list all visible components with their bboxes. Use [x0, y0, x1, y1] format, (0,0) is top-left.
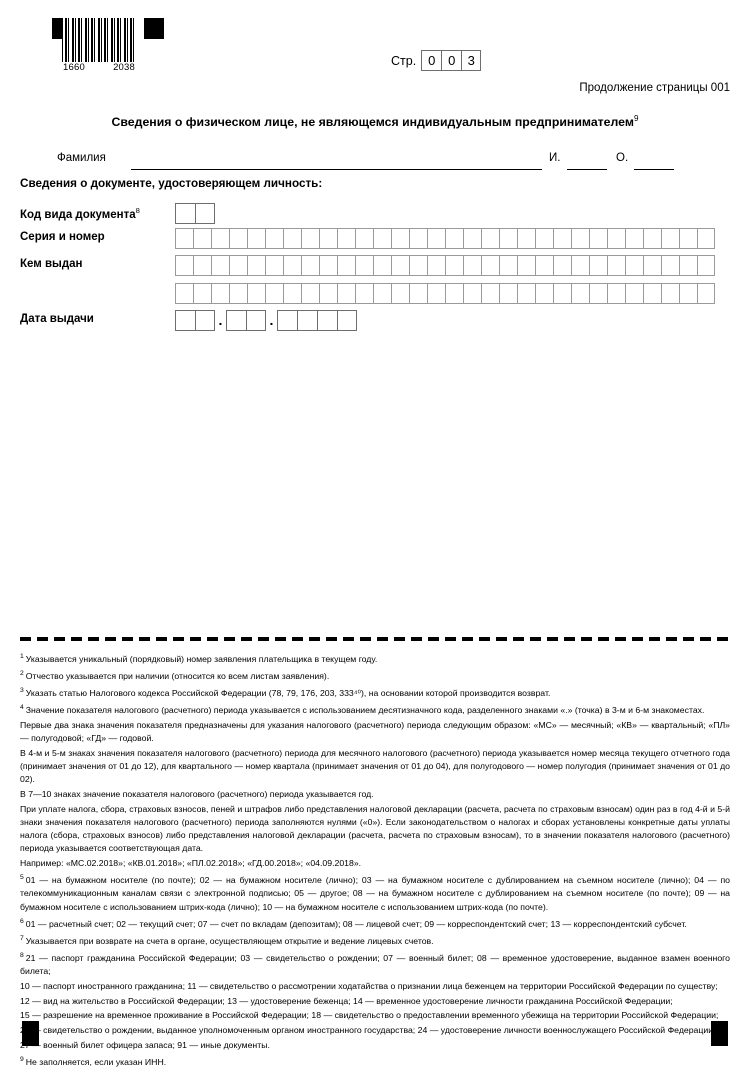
series-and-number-cell[interactable] [427, 228, 445, 249]
issued-by-cell[interactable] [445, 283, 463, 304]
footnote [20, 686, 730, 700]
issued-by-cell[interactable] [409, 255, 427, 276]
series-and-number-input[interactable] [175, 228, 715, 249]
issued-by-cell[interactable] [229, 283, 247, 304]
issued-by-cell[interactable] [337, 283, 355, 304]
series-and-number-cell[interactable] [355, 228, 373, 249]
document-type-code-input[interactable] [175, 203, 215, 224]
patronymic-initial-label: О. [616, 152, 629, 164]
issued-by-label: Кем выдан [20, 258, 83, 270]
series-and-number-cell[interactable] [319, 228, 337, 249]
issued-by-cell[interactable] [643, 255, 661, 276]
issued-by-cell[interactable] [571, 283, 589, 304]
issued-by-cell[interactable] [247, 255, 265, 276]
footnote-text: В 4-м и 5-м знаках значения показателя налогового (расчетного) периода для месячного налогового (расчетного) периода указывается номер месяца текущего отчетного года (принимает значения от 01 до 12), для квартального — номер квартала (принимает значения от 01 до 04), для полугодового — номер полугодия (принимает значения от 01 до 02). [20, 747, 730, 785]
footnote [20, 857, 730, 870]
issued-by-cell[interactable] [589, 283, 607, 304]
page-digit-cell[interactable]: 3 [461, 50, 481, 71]
page-title [0, 114, 750, 129]
series-and-number-cell[interactable] [625, 228, 643, 249]
series-and-number-cell[interactable] [643, 228, 661, 249]
series-and-number-cell[interactable] [589, 228, 607, 249]
issue-date-day-cells[interactable] [175, 310, 215, 331]
issued-by-cell[interactable] [463, 255, 481, 276]
footnote-marker: 4 [20, 704, 24, 712]
issued-by-cell[interactable] [355, 255, 373, 276]
series-and-number-cell[interactable] [463, 228, 481, 249]
footnote [20, 788, 730, 801]
footnote-text: Указывается при возврате на счета в органе, осуществляющем открытие и ведение лицевых счетов. [25, 935, 434, 946]
issued-by-cell[interactable] [175, 283, 193, 304]
issued-by-cell[interactable] [499, 255, 517, 276]
issue-date-label: Дата выдачи [20, 313, 94, 325]
issued-by-cell[interactable] [283, 283, 301, 304]
continuation-note: Продолжение страницы 001 [579, 82, 730, 94]
page-title-footnote-marker: 9 [633, 114, 639, 123]
issued-by-cell[interactable] [463, 283, 481, 304]
series-and-number-cell[interactable] [535, 228, 553, 249]
series-and-number-cell[interactable] [679, 228, 697, 249]
issued-by-cell[interactable] [373, 255, 391, 276]
footnote [20, 980, 730, 993]
page-number-field [391, 50, 481, 71]
issued-by-cell[interactable] [625, 283, 643, 304]
barcode-digits-left: 1660 [63, 62, 85, 73]
page-number-cells[interactable] [421, 50, 481, 71]
issue-date-year-cell[interactable] [277, 310, 297, 331]
barcode-digits-right: 2038 [113, 62, 135, 73]
footnote-text: При уплате налога, сбора, страховых взносов, пеней и штрафов либо представления налоговой декларации (расчета, расчета по страховым взносам) один раз в год 4-й и 5-й знаки значения показателя налогового (расчетного) периода заполняются нулями («0»). Если законодательством о налогах и сборах установлены конкретные даты уплаты налога (сбора, страховых взносов) либо представления налоговой декларации (расчета, расчета по страховым взносам), то в значении показателя налогового (расчетного) периода указывается соответствующая дата. [20, 803, 730, 854]
issued-by-cell[interactable] [679, 283, 697, 304]
series-and-number-cell[interactable] [481, 228, 499, 249]
footnote-marker: 2 [20, 670, 24, 678]
identity-document-section-heading: Сведения о документе, удостоверяющем личность: [20, 177, 323, 190]
footnote-marker: 3 [20, 687, 24, 695]
issued-by-cell[interactable] [571, 255, 589, 276]
footnote-text: Например: «МС.02.2018»; «КВ.01.2018»; «ПЛ.02.2018»; «ГД.00.2018»; «04.09.2018». [20, 858, 362, 869]
footnote [20, 747, 730, 787]
footnote-marker: 9 [20, 1056, 24, 1064]
first-initial-label: И. [549, 152, 561, 164]
document-type-code-label [20, 206, 140, 221]
issued-by-cell[interactable] [409, 283, 427, 304]
footnote-text: Не заполняется, если указан ИНН. [25, 1056, 167, 1067]
page-digit-cell[interactable]: 0 [421, 50, 441, 71]
issued-by-cell[interactable] [265, 283, 283, 304]
issued-by-cell[interactable] [391, 255, 409, 276]
issue-date-month-cell[interactable] [246, 310, 266, 331]
issued-by-cell[interactable] [499, 283, 517, 304]
barcode-bars-icon [62, 18, 136, 62]
footnote-marker: 1 [20, 653, 24, 660]
series-and-number-cell[interactable] [607, 228, 625, 249]
series-and-number-cell[interactable] [445, 228, 463, 249]
footnote-text: Первые два знака значения показателя предназначены для указания налогового (расчетного) периода следующим образом: «МС» — месячный; «КВ» — квартальный; «ПЛ» — полугодовой; «ГД» — годовой. [20, 719, 730, 744]
issue-date-year-cell[interactable] [337, 310, 357, 331]
series-and-number-label: Серия и номер [20, 231, 105, 243]
footnote-marker: 7 [20, 935, 24, 942]
series-and-number-cell[interactable] [499, 228, 517, 249]
footnote [20, 1055, 730, 1069]
issued-by-cell[interactable] [319, 255, 337, 276]
issued-by-cell[interactable] [589, 255, 607, 276]
page-digit-cell[interactable]: 0 [441, 50, 461, 71]
document-type-code-label-text: Код вида документа [20, 208, 136, 221]
issued-by-cell[interactable] [283, 255, 301, 276]
footnote-marker: 6 [20, 917, 24, 925]
issued-by-cell[interactable] [661, 283, 679, 304]
issued-by-cell[interactable] [643, 283, 661, 304]
issued-by-cell[interactable] [301, 283, 319, 304]
series-and-number-cell[interactable] [517, 228, 535, 249]
footnote-marker: 5 [20, 874, 24, 882]
issue-date-separator-1: . [218, 312, 223, 328]
footnote-text: 01 — на бумажном носителе (по почте); 02 — на бумажном носителе (лично); 03 — на бумажном носителе с дублированием на съемном носителе (лично); 04 — по телекоммуникационным каналам связи с электронной подписью; 05 — другое; 08 — на бумажном носителе с дублированием на съемном носителе (по почте); 09 — на бумажном носителе с использованием штрих-кода (лично); 10 — на бумажном носителе с использованием штрих-кода (по почте). [20, 875, 730, 912]
footnotes-separator [20, 637, 730, 641]
footnote-marker: 8 [20, 952, 24, 960]
issue-date-year-cell[interactable] [317, 310, 337, 331]
issued-by-cell[interactable] [337, 255, 355, 276]
issued-by-cell[interactable] [535, 283, 553, 304]
issued-by-cell[interactable] [679, 255, 697, 276]
issued-by-cell[interactable] [193, 283, 211, 304]
series-and-number-cell[interactable] [265, 228, 283, 249]
issued-by-cell[interactable] [661, 255, 679, 276]
footnote-text: 27 — военный билет офицера запаса; 91 — иные документы. [20, 1039, 270, 1050]
issued-by-cell[interactable] [247, 283, 265, 304]
footnote-text: 21 — паспорт гражданина Российской Федерации; 03 — свидетельство о рождении; 07 — военный билет; 08 — временное удостоверение, выданное взамен военного билета; [20, 953, 730, 977]
footnote [20, 917, 730, 931]
issued-by-cell[interactable] [481, 283, 499, 304]
footnote [20, 669, 730, 683]
issued-by-cell[interactable] [193, 255, 211, 276]
footnote-text: Значение показателя налогового (расчетного) периода указывается с использованием десятизначного кода, разделенного знаками «.» (точка) в 3-м и 6-м знакоместах. [25, 705, 705, 716]
issue-date-separator-2: . [269, 312, 274, 328]
footnote [20, 1039, 730, 1052]
footnote [20, 719, 730, 745]
issued-by-cell[interactable] [553, 255, 571, 276]
issue-date-group[interactable] [175, 310, 357, 331]
issued-by-cell[interactable] [481, 255, 499, 276]
issued-by-cell[interactable] [607, 255, 625, 276]
issue-date-year-cells[interactable] [277, 310, 357, 331]
series-and-number-cell[interactable] [229, 228, 247, 249]
barcode [62, 18, 136, 73]
series-and-number-cell[interactable] [175, 228, 193, 249]
series-and-number-cell[interactable] [373, 228, 391, 249]
series-and-number-cell[interactable] [391, 228, 409, 249]
issued-by-cell[interactable] [607, 283, 625, 304]
issued-by-cell[interactable] [301, 255, 319, 276]
footnote [20, 1009, 730, 1022]
series-and-number-cell[interactable] [697, 228, 715, 249]
surname-row [0, 150, 750, 174]
series-and-number-cell[interactable] [337, 228, 355, 249]
issued-by-cell[interactable] [391, 283, 409, 304]
series-and-number-cell[interactable] [211, 228, 229, 249]
series-and-number-cell[interactable] [193, 228, 211, 249]
surname-label: Фамилия [57, 152, 106, 164]
footnote [20, 873, 730, 914]
footnote [20, 951, 730, 978]
footnote [20, 1024, 730, 1037]
page-number-label: Стр. [391, 53, 417, 68]
footnote-text: 01 — расчетный счет; 02 — текущий счет; 07 — счет по вкладам (депозитам); 08 — лицевой счет; 09 — корреспондентский счет; 13 — корреспондентский субсчет. [25, 918, 687, 929]
issued-by-cell[interactable] [445, 255, 463, 276]
footnote-text: Указать статью Налогового кодекса Российской Федерации (78, 79, 176, 203, 333⁴⁰), на основании которой производится возврат. [25, 688, 551, 699]
footnote [20, 934, 730, 948]
issued-by-cell[interactable] [517, 255, 535, 276]
issued-by-cell[interactable] [265, 255, 283, 276]
footnote-text: Указывается уникальный (порядковый) номер заявления плательщика в текущем году. [25, 653, 378, 664]
page-title-text: Сведения о физическом лице, не являющемся индивидуальным предпринимателем [111, 115, 634, 130]
issued-by-cell[interactable] [319, 283, 337, 304]
issued-by-cell[interactable] [625, 255, 643, 276]
issued-by-input-line-2[interactable] [175, 283, 715, 304]
issue-date-day-cell[interactable] [195, 310, 215, 331]
issued-by-cell[interactable] [427, 283, 445, 304]
series-and-number-cell[interactable] [571, 228, 589, 249]
footnote-text: 15 — разрешение на временное проживание в Российской Федерации; 18 — свидетельство о предоставлении временного убежища на территории Российской Федерации; [20, 1010, 719, 1021]
footnote-text: 12 — вид на жительство в Российской Федерации; 13 — удостоверение беженца; 14 — временное удостоверение личности гражданина Российской Федерации; [20, 995, 673, 1006]
issue-date-month-cell[interactable] [226, 310, 246, 331]
issue-date-year-cell[interactable] [297, 310, 317, 331]
footnote [20, 803, 730, 856]
series-and-number-cell[interactable] [553, 228, 571, 249]
series-and-number-cell[interactable] [283, 228, 301, 249]
issued-by-cell[interactable] [211, 283, 229, 304]
registration-mark-top-right [144, 18, 164, 39]
document-type-code-cell[interactable] [195, 203, 215, 224]
issued-by-cell[interactable] [373, 283, 391, 304]
issue-date-input[interactable] [175, 310, 357, 331]
issued-by-cell[interactable] [355, 283, 373, 304]
issued-by-cell[interactable] [427, 255, 445, 276]
issued-by-cell[interactable] [535, 255, 553, 276]
series-and-number-cell[interactable] [247, 228, 265, 249]
barcode-digits [62, 62, 136, 73]
issued-by-cell[interactable] [697, 255, 715, 276]
issue-date-day-cell[interactable] [175, 310, 195, 331]
issued-by-cell[interactable] [229, 255, 247, 276]
footnote-text: В 7—10 знаках значение показателя налогового (расчетного) периода указывается год. [20, 789, 374, 800]
issue-date-month-cells[interactable] [226, 310, 266, 331]
first-initial-input[interactable] [567, 169, 607, 170]
footnote [20, 703, 730, 717]
issued-by-cell[interactable] [517, 283, 535, 304]
series-and-number-cell[interactable] [661, 228, 679, 249]
series-and-number-cell[interactable] [301, 228, 319, 249]
document-type-code-footnote-marker: 8 [135, 206, 140, 215]
footnote-text: 23 — свидетельство о рождении, выданное уполномоченным органом иностранного государства; 24 — удостоверение личности военнослужащего Российской Федерации; [20, 1025, 716, 1036]
issued-by-cell[interactable] [211, 255, 229, 276]
issued-by-cell[interactable] [175, 255, 193, 276]
series-and-number-cell[interactable] [409, 228, 427, 249]
patronymic-initial-input[interactable] [634, 169, 674, 170]
footnote [20, 995, 730, 1008]
surname-input[interactable] [131, 169, 542, 170]
footnote-text: 10 — паспорт иностранного гражданина; 11 — свидетельство о рассмотрении ходатайства о признании лица беженцем на территории Российской Федерации по существу; [20, 980, 718, 991]
footnote-text: Отчество указывается при наличии (относится ко всем листам заявления). [25, 671, 330, 681]
issued-by-cell[interactable] [697, 283, 715, 304]
issued-by-input-line-1[interactable] [175, 255, 715, 276]
issued-by-cell[interactable] [553, 283, 571, 304]
footnotes-section [20, 649, 730, 1071]
footnote [20, 652, 730, 666]
document-type-code-cell[interactable] [175, 203, 195, 224]
